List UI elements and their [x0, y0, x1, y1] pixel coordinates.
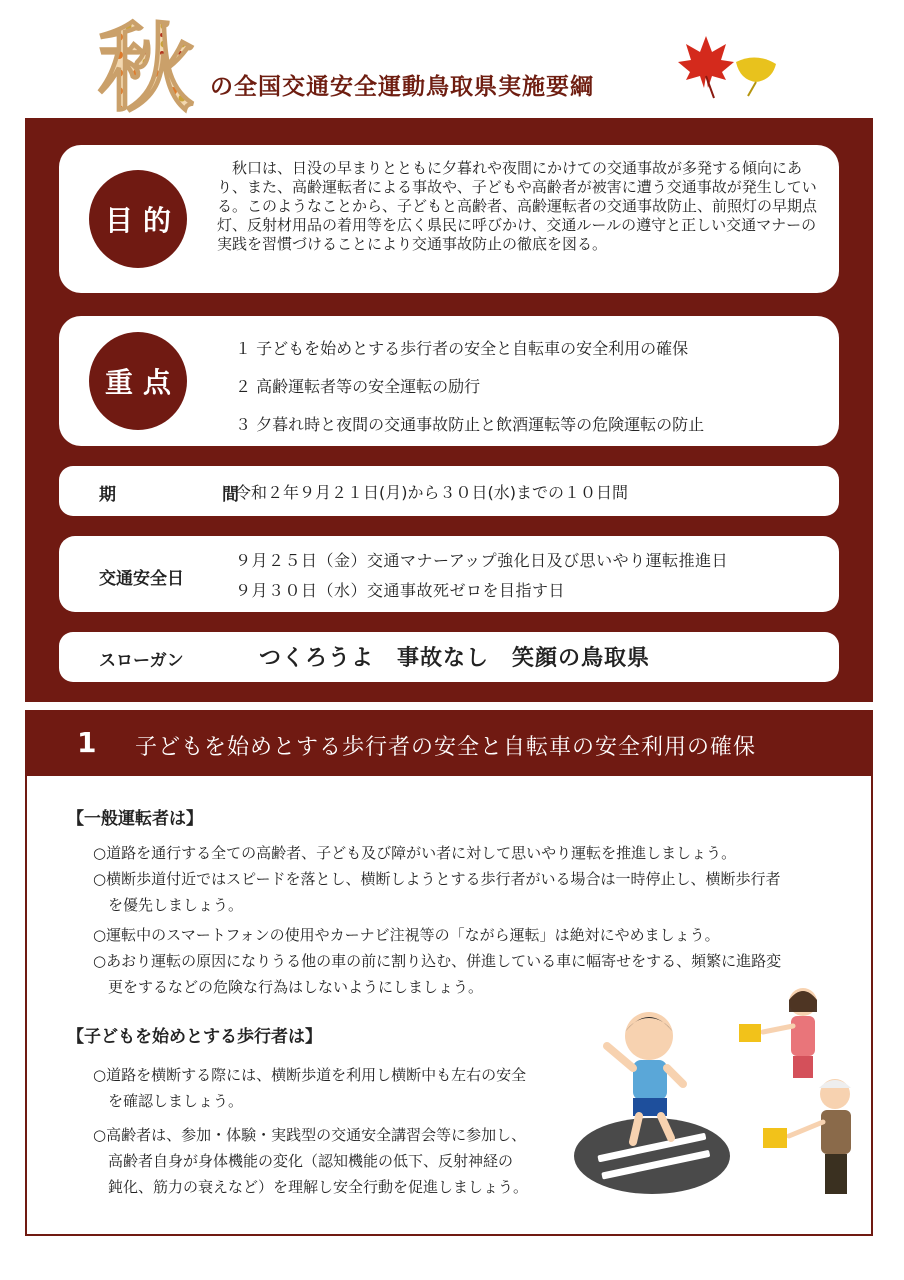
list-item: [93, 1122, 528, 1200]
bullet-text: ○道路を通行する全ての高齢者、子ども及び障がい者に対して思いやり運転を推進しましょう。: [93, 844, 737, 862]
section-title: 子どもを始めとする歩行者の安全と自転車の安全利用の確保: [135, 735, 757, 760]
slogan-label: スローガン: [99, 651, 184, 671]
autumn-kanji-logo: [96, 14, 226, 114]
crossing-guard-man: [763, 1079, 851, 1194]
purpose-text: 秋口は、日没の早まりとともに夕暮れや夜間にかけての交通事故が多発する傾向にあり、また、高齢運転者による事故や、子どもや高齢者が被害に遭う交通事故が発生している。このようなことから、子どもと高齢者、高齢運転者の交通事故防止、前照灯の早期点灯、反射材用品の着用等を広く県民に呼びかけ、交通ルールの遵守と正しい交通マナーの実践を習慣づけることにより交通事故防止の徹底を図る。: [217, 159, 818, 253]
warning-flag-icon: [739, 1024, 761, 1042]
bullet-text: を優先しましょう。: [108, 896, 244, 914]
period-value: 令和２年９月２１日(月)から３０日(水)までの１０日間: [235, 483, 628, 502]
focus-item: ３ 夕暮れ時と夜間の交通事故防止と飲酒運転等の危険運転の防止: [235, 415, 705, 434]
summary-panel: [25, 118, 873, 702]
focus-item: ２ 高齢運転者等の安全運転の励行: [235, 377, 481, 396]
safety-day-card: [59, 536, 839, 612]
purpose-label: 目的: [89, 170, 187, 268]
section-1-header: [25, 710, 873, 776]
ginkgo-leaf-icon: [730, 54, 780, 98]
bullet-text: 鈍化、筋力の衰えなど）を理解し安全行動を促進しましょう。: [108, 1178, 529, 1196]
safety-day-label: 交通安全日: [99, 569, 184, 589]
period-label-b: 間: [222, 485, 239, 505]
purpose-card: [59, 145, 839, 293]
page-header: [0, 0, 904, 118]
pedestrians-heading: 【子どもを始めとする歩行者は】: [67, 1027, 322, 1047]
slogan-card: [59, 632, 839, 682]
warning-flag-icon: [763, 1128, 787, 1148]
bullet-text: 高齢者自身が身体機能の変化（認知機能の低下、反射神経の: [108, 1152, 514, 1170]
section-1-body: [25, 776, 873, 1236]
bullet-text: ○高齢者は、参加・体験・実践型の交通安全講習会等に参加し、: [93, 1126, 527, 1144]
svg-text:秋: 秋: [98, 14, 194, 114]
bullet-text: 更をするなどの危険な行為はしないようにしましょう。: [108, 978, 484, 996]
focus-card: [59, 316, 839, 446]
bullet-text: ○運転中のスマートフォンの使用やカーナビ注視等の「ながら運転」は絶対にやめましょう。: [93, 926, 720, 944]
period-label: [99, 480, 239, 505]
section-number: 1: [77, 726, 97, 759]
list-item: [93, 1062, 526, 1114]
focus-label: 重点: [89, 332, 187, 430]
list-item: [93, 840, 736, 866]
page-title: の全国交通安全運動鳥取県実施要綱: [210, 74, 594, 100]
list-item: [93, 922, 720, 948]
bullet-text: を確認しましょう。: [108, 1092, 244, 1110]
bullet-text: ○道路を横断する際には、横断歩道を利用し横断中も左右の安全: [93, 1066, 527, 1084]
list-item: [93, 866, 781, 918]
period-label-a: 期: [99, 485, 116, 505]
bullet-text: ○あおり運転の原因になりうる他の車の前に割り込む、併進している車に幅寄せをする、頻繁に進路変: [93, 952, 782, 970]
maple-leaf-icon: [676, 34, 736, 100]
slogan-text: つくろうよ 事故なし 笑顔の鳥取県: [259, 646, 651, 671]
crosswalk-children-illustration: [567, 976, 867, 1216]
drivers-heading: 【一般運転者は】: [67, 809, 203, 829]
safety-day-line: ９月３０日（水）交通事故死ゼロを目指す日: [235, 581, 566, 600]
safety-day-line: ９月２５日（金）交通マナーアップ強化日及び思いやり運転推進日: [235, 551, 729, 570]
focus-item: １ 子どもを始めとする歩行者の安全と自転車の安全利用の確保: [235, 339, 689, 358]
period-card: [59, 466, 839, 516]
bullet-text: ○横断歩道付近ではスピードを落とし、横断しようとする歩行者がいる場合は一時停止し、横断歩行者: [93, 870, 781, 888]
crossing-guard-woman: [739, 988, 817, 1078]
